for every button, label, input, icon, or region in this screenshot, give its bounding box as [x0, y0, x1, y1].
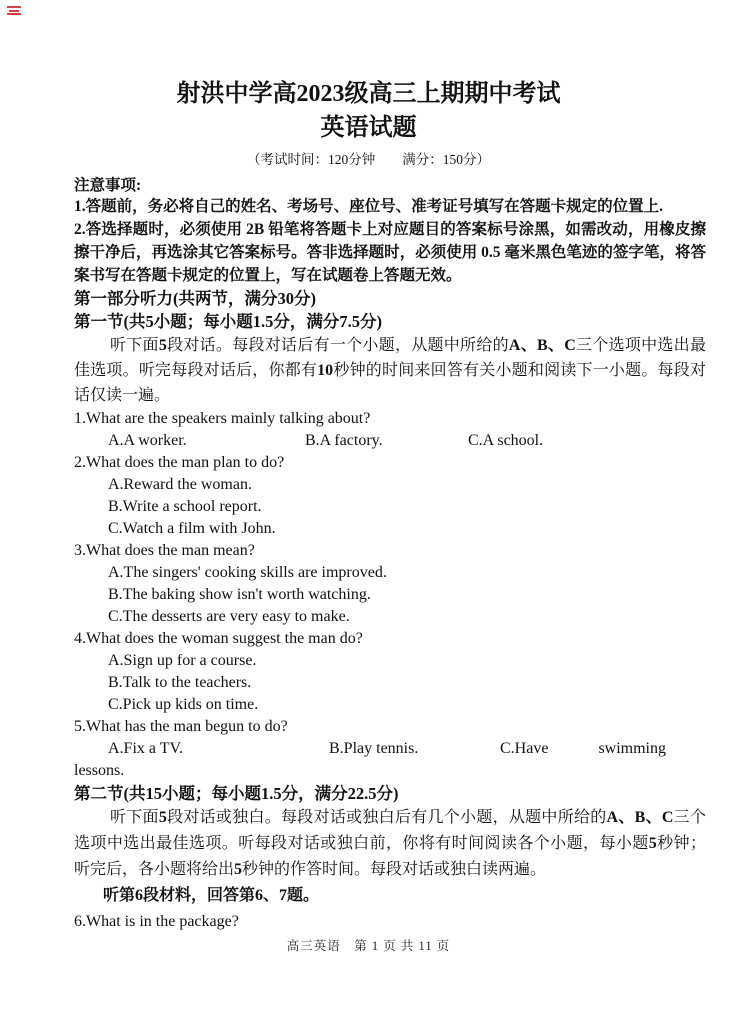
option-C: C.The desserts are very easy to make. — [108, 608, 350, 625]
text-segment: 5 — [158, 337, 167, 354]
page-footer-text: 高三英语 第 1 页 共 11 页 — [286, 939, 451, 953]
question-1-options — [108, 430, 706, 452]
text-segment: 段对话。每段对话后有一个小题，从题中所给的 — [166, 337, 509, 354]
option-A: A.Sign up for a course. — [108, 652, 257, 669]
question-4-options — [74, 650, 706, 716]
option-B: B.The baking show isn't worth watching. — [108, 586, 371, 603]
text-segment: 秒钟的时间来回答有关小题和阅读下一小题。每段对话仅读一遍。 — [74, 362, 706, 404]
text-segment: 5 — [234, 861, 243, 878]
text-segment: 听下面 — [110, 809, 159, 826]
notice-item-2: 2.答选择题时，必须使用 2B 铅笔将答题卡上对应题目的答案标号涂黑，如需改动，用橡皮擦擦干净后，再选涂其它答案标号。答非选择题时，必须使用 0.5 毫米黑色笔迹的签字笔，将答案书写在答题卡规定的位置上，写在试题卷上答题无效。 — [74, 221, 706, 284]
option-B: B.Talk to the teachers. — [108, 674, 252, 691]
question-3 — [74, 540, 706, 628]
question-5-stem: 5.What has the man begun to do? — [74, 718, 288, 735]
question-5-options — [108, 738, 666, 760]
notice-label: 注意事项: — [74, 177, 142, 194]
option-C: C.A school. — [468, 432, 544, 449]
text-segment: 10 — [317, 362, 334, 379]
question-1-stem: 1.What are the speakers mainly talking about? — [74, 410, 371, 427]
text-segment: 三个选项中选出最佳选项。听完每段对话后，你都有 — [74, 337, 706, 379]
question-3-stem: 3.What does the man mean? — [74, 542, 255, 559]
question-6-stem: 6.What is in the package? — [74, 913, 239, 930]
part1-instructions — [74, 333, 706, 408]
part2-heading: 第二节(共15小题；每小题1.5分，满分22.5分) — [74, 784, 399, 803]
question-list — [74, 408, 706, 782]
option-C-continuation: lessons. — [74, 762, 125, 779]
red-corner-mark — [7, 6, 21, 15]
question-4-stem: 4.What does the woman suggest the man do? — [74, 630, 363, 647]
page-footer — [0, 936, 737, 954]
text-segment: A、B、C — [606, 809, 674, 826]
question-1 — [74, 408, 706, 452]
option-A: A.The singers' cooking skills are improved. — [108, 564, 387, 581]
spacer — [548, 738, 598, 760]
text-segment: 5 — [648, 835, 657, 852]
text-segment: 5 — [158, 809, 167, 826]
text-segment: A、B、C — [508, 337, 576, 354]
option-A: A.Reward the woman. — [108, 476, 252, 493]
exam-header — [0, 0, 737, 169]
option-A: A.Fix a TV. — [108, 740, 183, 757]
material-note: 听第6段材料，回答第6、7题。 — [103, 887, 320, 904]
option-C: C.Have — [500, 740, 549, 757]
part2-instructions — [74, 805, 706, 883]
option-C-continued: swimming — [598, 740, 666, 757]
question-3-options — [74, 562, 706, 628]
option-C: C.Pick up kids on time. — [108, 696, 259, 713]
exam-meta-line: （考试时间：120分钟 满分：150分） — [247, 152, 490, 167]
question-2 — [74, 452, 706, 540]
text-segment: 听下面 — [110, 337, 159, 354]
question-5 — [74, 716, 706, 782]
part2-block — [74, 782, 706, 934]
question-2-stem: 2.What does the man plan to do? — [74, 454, 285, 471]
option-B: B.Write a school report. — [108, 498, 262, 515]
exam-title: 射洪中学高2023级高三上期期中考试 — [176, 81, 561, 107]
notice-item-1: 1.答题前，务必将自己的姓名、考场号、座位号、准考证号填写在答题卡规定的位置上. — [74, 198, 664, 215]
exam-body — [0, 176, 737, 934]
option-B: B.Play tennis. — [329, 740, 419, 757]
section1-heading: 第一部分听力(共两节，满分30分) — [74, 289, 316, 308]
option-A: A.A worker. — [108, 432, 187, 449]
option-B: B.A factory. — [305, 432, 383, 449]
text-segment: 三个选项中选出最佳选项。听每段对话或独白前，你将有时间阅读各个小题，每小题 — [74, 809, 706, 852]
question-2-options — [74, 474, 706, 540]
option-C: C.Watch a film with John. — [108, 520, 276, 537]
exam-subtitle: 英语试题 — [320, 115, 417, 141]
part1-heading: 第一节(共5小题；每小题1.5分，满分7.5分) — [74, 312, 382, 331]
text-segment: 段对话或独白。每段对话或独白后有几个小题，从题中所给的 — [166, 809, 607, 826]
text-segment: 秒钟的作答时间。每段对话或独白读两遍。 — [242, 861, 547, 878]
question-4 — [74, 628, 706, 716]
text-segment: 秒钟；听完后，各小题将给出 — [74, 835, 706, 878]
